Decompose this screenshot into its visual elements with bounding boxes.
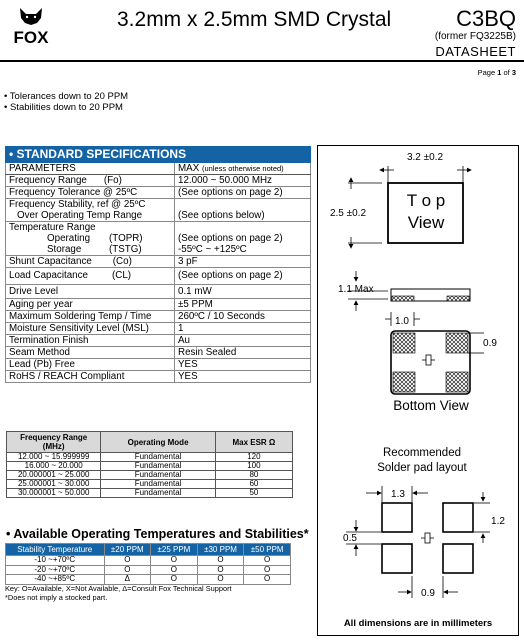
pad <box>446 333 468 353</box>
table-row: Seam Method Resin Sealed <box>6 347 311 359</box>
table-row: Frequency Range (Fo) 12.000 ~ 50.000 MHz <box>6 175 311 187</box>
availability-title: • Available Operating Temperatures and Stabilities* <box>6 527 309 541</box>
table-row: 16.000 ~ 20.000 Fundamental 100 <box>7 462 293 471</box>
spec-title: • STANDARD SPECIFICATIONS <box>6 147 311 163</box>
recommended-label-2: Solder pad layout <box>377 462 467 474</box>
spec-header-row <box>6 163 311 175</box>
table-row: 30.000001 ~ 50.000 Fundamental 50 <box>7 489 293 498</box>
table-row: 20.000001 ~ 25.000 Fundamental 80 <box>7 471 293 480</box>
table-row: -20 ~+70ºC O O O O <box>6 565 291 575</box>
table-row: 12.000 ~ 15.999999 Fundamental 120 <box>7 453 293 462</box>
table-row: Temperature Range Operating (TOPR) Storage (TSTG) (See options on page 2) -55ºC ~ +125ºC <box>6 222 311 256</box>
esr-table <box>6 431 293 498</box>
max-height-label: 1.1 Max <box>338 284 374 295</box>
top-width-label: 3.2 ±0.2 <box>406 152 444 163</box>
solder-pad <box>382 503 412 532</box>
rec-bottom-label: 0.9 <box>421 588 435 599</box>
table-row: Aging per year ±5 PPM <box>6 299 311 311</box>
pad <box>393 333 415 353</box>
top-height-label: 2.5 ±0.2 <box>329 208 367 219</box>
datasheet-label: DATASHEET <box>435 44 516 59</box>
solder-pad <box>443 544 473 573</box>
table-row: RoHS / REACH Compliant YES <box>6 371 311 383</box>
rec-height-label: 1.2 <box>491 516 505 527</box>
pad <box>393 372 415 392</box>
table-row: Shunt Capacitance (Co) 3 pF <box>6 256 311 268</box>
rec-width-label: 1.3 <box>391 489 405 500</box>
page-indicator: Page 1 of 3 <box>477 68 516 77</box>
availability-header-row: Stability Temperature ±20 PPM ±25 PPM ±30 PPM ±50 PPM <box>6 544 291 556</box>
top-view-label-1: T o p <box>406 191 446 210</box>
model-number: C3BQ <box>456 6 516 31</box>
availability-table <box>5 543 291 585</box>
solder-pad <box>382 544 412 573</box>
esr-header-row: Frequency Range (MHz) Operating Mode Max ESR Ω <box>7 432 293 453</box>
recommended-label-1: Recommended <box>383 447 461 459</box>
bottom-view-label: Bottom View <box>393 398 469 413</box>
table-row: -10 ~+70ºC O O O O <box>6 556 291 566</box>
feature-list <box>4 91 128 113</box>
table-row: Moisture Sensitivity Level (MSL) 1 <box>6 323 311 335</box>
pad-width-label: 1.0 <box>395 316 409 327</box>
table-row: Drive Level 0.1 mW <box>6 285 311 299</box>
table-row: -40 ~+85ºC Δ O O O <box>6 575 291 585</box>
table-row: Load Capacitance (CL) (See options on page 2) <box>6 268 311 285</box>
table-row: Frequency Stability, ref @ 25ºC Over Operating Temp Range (See options below) <box>6 199 311 222</box>
table-row: Maximum Soldering Temp / Time 260ºC / 10 Seconds <box>6 311 311 323</box>
feature-item: • Stabilities down to 20 PPM <box>4 102 123 113</box>
fox-logo <box>6 6 56 46</box>
former-model: (former FQ3225B) <box>434 31 516 42</box>
svg-text:FOX: FOX <box>13 28 49 46</box>
table-row: Lead (Pb) Free YES <box>6 359 311 371</box>
solder-pad <box>443 503 473 532</box>
top-view-label-2: View <box>407 213 445 232</box>
col-param: PARAMETERS <box>6 163 175 175</box>
pad-height-label: 0.9 <box>483 338 497 349</box>
table-row: Frequency Tolerance @ 25ºC (See options on page 2) <box>6 187 311 199</box>
col-max: MAX (unless otherwise noted) <box>175 163 311 175</box>
table-row: Termination Finish Au <box>6 335 311 347</box>
availability-key: Key: O=Available, X=Not Available, Δ=Consult Fox Technical Support *Does not imply a stocked part. <box>5 584 232 602</box>
header-rule <box>0 60 524 62</box>
rec-gap-label: 0.5 <box>343 533 357 544</box>
dimensions-note: All dimensions are in millimeters <box>343 618 493 629</box>
feature-item: • Tolerances down to 20 PPM <box>4 91 129 102</box>
spec-table <box>5 146 311 383</box>
pad <box>446 372 468 392</box>
product-title: 3.2mm x 2.5mm SMD Crystal <box>117 8 392 31</box>
dimension-drawing <box>318 146 520 637</box>
table-row: 25.000001 ~ 30.000 Fundamental 60 <box>7 480 293 489</box>
dimension-diagram <box>317 145 519 636</box>
